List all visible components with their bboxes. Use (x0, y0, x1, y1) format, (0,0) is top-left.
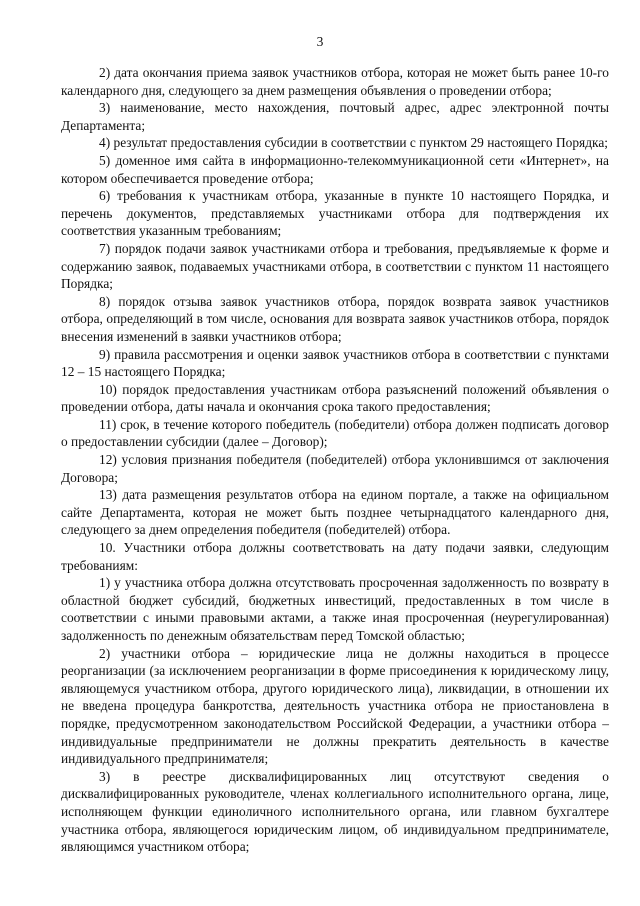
paragraph-item-5-domain-name: 5) доменное имя сайта в информационно-телекоммуникационной сети «Интернет», на котором обеспечивается проведение отбора; (61, 152, 609, 186)
paragraph-item-2-end-date: 2) дата окончания приема заявок участников отбора, которая не может быть ранее 10-го календарного дня, следующего за днем размещения объявления о проведении отбора; (61, 65, 609, 98)
paragraph-item-3-department-address: 3) наименование, место нахождения, почтовый адрес, адрес электронной почты Департамента; (61, 100, 609, 133)
paragraph-item-4-subsidy-result: 4) результат предоставления субсидии в соответствии с пунктом 29 настоящего Порядка; (99, 135, 608, 151)
paragraph-item-13-results-date: 13) дата размещения результатов отбора на едином портале, а также на официальном сайте Департамента, которая не может быть позднее четырнадцатого календарного дня, следующего за днем определения победителя (победителей) отбора. (61, 487, 609, 538)
paragraph-item-12-evasion-conditions: 12) условия признания победителя (победителей) отбора уклонившимся от заключения Договора; (61, 452, 609, 485)
paragraph-item-6-requirements: 6) требования к участникам отбора, указанные в пункте 10 настоящего Порядка, и перечень документов, представляемых участниками отбора для подтверждения их соответствия указанным требованиям; (61, 188, 609, 239)
paragraph-item-9-evaluation-rules: 9) правила рассмотрения и оценки заявок участников отбора в соответствии с пунктами 12 – 15 настоящего Порядка; (61, 346, 609, 380)
paragraph-item-7-submission-order: 7) порядок подачи заявок участниками отбора и требования, предъявляемые к форме и содержанию заявок, подаваемых участниками отбора, в соответствии с пунктом 11 настоящего Порядка; (61, 240, 609, 292)
paragraph-section-10-heading: 10. Участники отбора должны соответствовать на дату подачи заявки, следующим требованиям: (61, 540, 609, 573)
paragraph-requirement-3-disqualified: 3) в реестре дисквалифицированных лиц отсутствуют сведения о дисквалифицированных руководителе, членах коллегиального исполнительного органа, лице, исполняющем функции единоличного исполнительного органа, или главном бухгалтере участника отбора, являющегося юридическим лицом, об индивидуальном предпринимателе, являющимся участником отбора; (61, 768, 609, 855)
page-number: 3 (316, 34, 324, 49)
document-body (61, 64, 609, 856)
paragraph-requirement-2-reorganization: 2) участники отбора – юридические лица не должны находиться в процессе реорганизации (за исключением реорганизации в форме присоединения к юридическому лицу, являющемуся участником отбора, другого юридического лица), ликвидации, в отношении их не введена процедура банкротства, деятельность участника отбора не приостановлена в порядке, предусмотренном законодательством Российской Федерации, а участники отбора – индивидуальные предприниматели не должны прекратить деятельность в качестве индивидуального предпринимателя; (61, 645, 609, 767)
paragraph-item-10-clarifications: 10) порядок предоставления участникам отбора разъяснений положений объявления о проведении отбора, даты начала и окончания срока такого предоставления; (61, 381, 609, 415)
paragraph-item-11-signing-deadline: 11) срок, в течение которого победитель (победители) отбора должен подписать договор о предоставлении субсидии (далее – Договор); (61, 416, 609, 450)
paragraph-requirement-1-debt: 1) у участника отбора должна отсутствовать просроченная задолженность по возврату в областной бюджет субсидий, бюджетных инвестиций, предоставленных в том числе в соответствии с иными правовыми актами, а также иная просроченная (неурегулированная) задолженность по денежным обязательствам перед Томской областью; (61, 575, 609, 643)
paragraph-item-8-withdrawal-order: 8) порядок отзыва заявок участников отбора, порядок возврата заявок участников отбора, определяющий в том числе, основания для возврата заявок участников отбора, порядок внесения изменений в заявки участников отбора; (61, 293, 609, 344)
